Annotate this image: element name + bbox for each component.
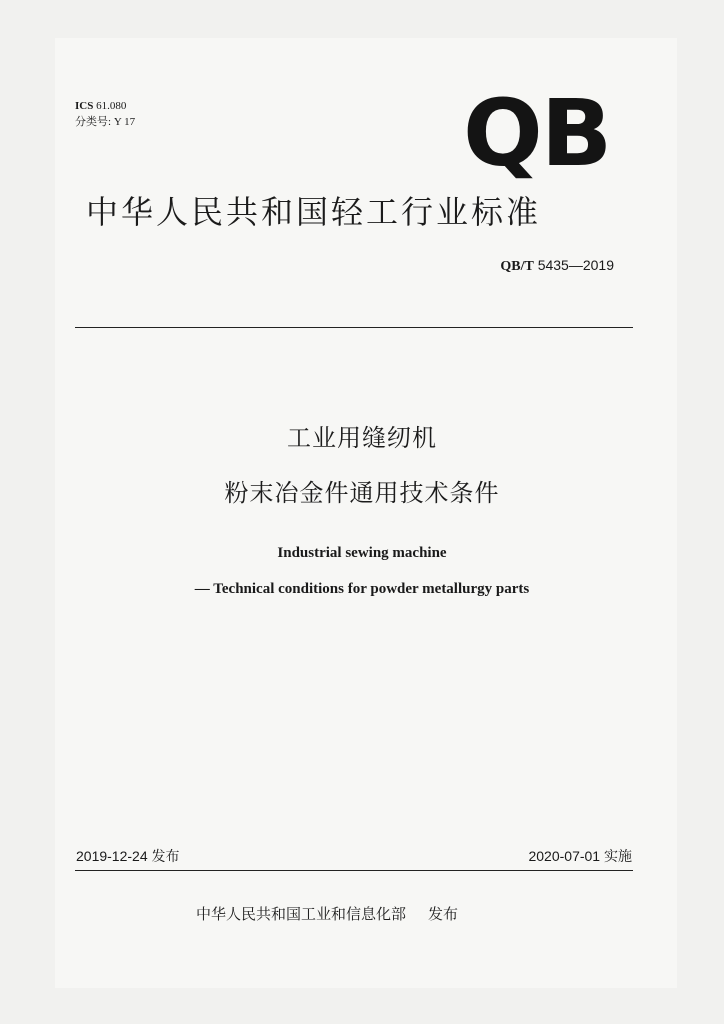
ics-label: ICS xyxy=(75,100,94,112)
implementation-date-value: 2020-07-01 xyxy=(528,848,601,864)
ics-value: 61.080 xyxy=(96,100,127,112)
category-value: Y 17 xyxy=(113,116,136,128)
title-cn-line-2: 粉末冶金件通用技术条件 xyxy=(224,479,500,507)
title-en-line-2: — Technical conditions for powder metallurgy parts xyxy=(194,581,530,597)
implementation-date xyxy=(528,846,632,866)
top-divider xyxy=(75,327,633,328)
title-cn-line-1: 工业用缝纫机 xyxy=(287,424,437,452)
issuer-action: 发布 xyxy=(428,905,459,923)
category-label: 分类号 xyxy=(75,116,108,128)
issuer-name: 中华人民共和国工业和信息化部 xyxy=(196,905,407,923)
issue-date xyxy=(76,846,180,866)
issue-date-value: 2019-12-24 xyxy=(76,848,148,864)
standard-code-prefix: QB/T xyxy=(500,259,534,274)
qb-logo: QB xyxy=(463,80,611,187)
implementation-date-label: 实施 xyxy=(604,848,632,864)
bottom-divider xyxy=(75,870,633,871)
issuer-line xyxy=(196,903,458,925)
title-en-line-1: Industrial sewing machine xyxy=(277,545,447,561)
category-line: 分类号: Y 17 xyxy=(75,116,136,128)
standard-type-heading: 中华人民共和国轻工行业标准 xyxy=(86,193,542,231)
standard-code xyxy=(500,256,614,276)
classification-block xyxy=(75,98,135,130)
standard-code-number: 5435—2019 xyxy=(537,257,614,273)
issue-date-label: 发布 xyxy=(151,848,180,864)
ics-line xyxy=(75,98,135,114)
